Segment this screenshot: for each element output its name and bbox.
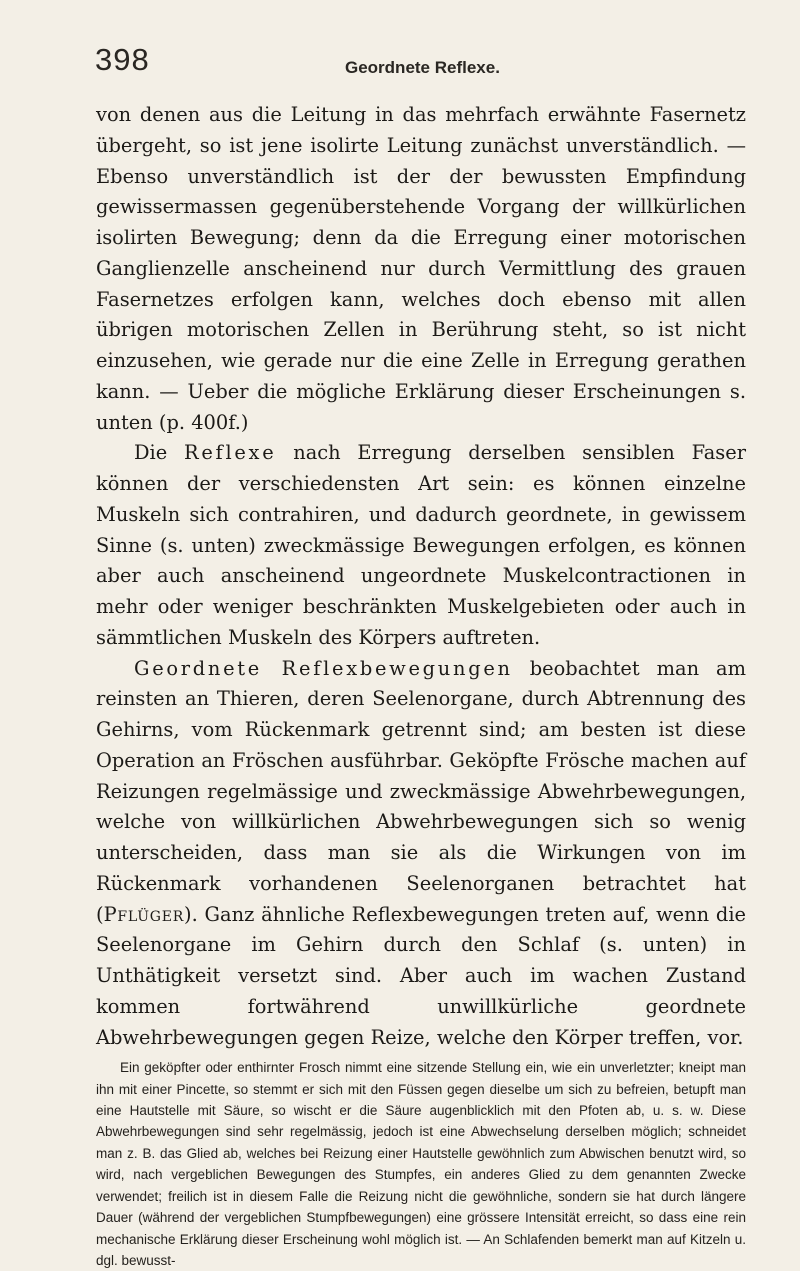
- paragraph-3-text-a: beobachtet man am reinsten an Thieren, deren Seelenorgane, durch Abtrennung des Gehirns, vom Rückenmark getrennt sind; am besten ist diese Operation an Fröschen ausführbar. Geköpfte Frösche machen auf Reizungen regelmässige und zweckmässige Abwehrbewegungen, welche von willkürlichen Abwehrbewegungen sich so wenig unterscheiden, dass man sie als die Wirkungen von im Rückenmark vorhandenen Seelenorganen betrachtet hat (: [96, 656, 746, 926]
- page-number: 398: [95, 42, 150, 77]
- paragraph-2-lead: Die: [134, 441, 168, 465]
- paragraph-1: von denen aus die Leitung in das mehrfach erwähnte Fasernetz übergeht, so ist jene isolirte Leitung zunächst unverständlich. — Ebenso unverständlich ist der der bewussten Empfindung gewissermassen gegenüberstehende Vorgang der willkürlichen isolirten Bewegung; denn da die Erregung einer motorischen Ganglienzelle anscheinend nur durch Vermittlung des grauen Fasernetzes erfolgen kann, welches doch ebenso mit allen übrigen motorischen Zellen in Berührung steht, so ist nicht einzusehen, wie gerade nur die eine Zelle in Erregung gerathen kann. — Ueber die mögliche Erklärung dieser Erscheinungen s. unten (p. 400f.): [96, 103, 746, 434]
- paragraph-2-text: nach Erregung derselben sensiblen Faser können der verschiedensten Art sein: es können einzelne Muskeln sich contrahiren, und dadurch geordnete, in gewissem Sinne (s. unten) zweckmässige Bewegungen erfolgen, es können aber auch anscheinend ungeordnete Muskelcontractionen in mehr oder weniger beschränkten Muskelgebieten oder auch in sämmtlichen Muskeln des Körpers auftreten.: [96, 441, 746, 649]
- text-body: [96, 100, 746, 1271]
- term-reflexe: Reflexe: [184, 441, 277, 465]
- author-pflueger: Pflüger: [103, 902, 185, 926]
- paragraph-3-text-b: ). Ganz ähnliche Reflexbewegungen treten auf, wenn die Seelenorgane im Gehirn durch den Schlaf (s. unten) in Unthätigkeit versetzt sind. Aber auch im wachen Zustand kommen fortwährend unwillkürliche geordnete Abwehrbewegungen gegen Reize, welche den Körper treffen, vor.: [96, 902, 746, 1049]
- paragraph-2: [96, 438, 746, 653]
- term-geordnete-reflexbewegungen: Geordnete Reflexbewegungen: [134, 656, 513, 680]
- footnote: Ein geköpfter oder enthirnter Frosch nimmt eine sitzende Stellung ein, wie ein unverletzter; kneipt man ihn mit einer Pincette, so stemmt er sich mit den Füssen gegen dieselbe um sich zu befreien, betupft man eine Hautstelle mit Säure, so wischt er die Säure augenblicklich mit den Pfoten ab, u. s. w. Diese Abwehrbewegungen sind sehr regelmässig, jedoch ist eine Abwechselung derselben möglich; schneidet man z. B. das Glied ab, welches bei Reizung einer Hautstelle gewöhnlich zum Abwischen benutzt wird, so wird, nach vergeblichen Bewegungen des Stumpfes, ein anderes Glied zu dem genannten Zwecke verwendet; freilich ist in diesem Falle die Reizung nicht die gewöhnliche, sondern sie hat durch längere Dauer (während der vergeblichen Stumpfbewegungen) eine grössere Intensität erreicht, so dass eine rein mechanische Erklärung dieser Erscheinung wohl möglich ist. — An Schlafenden bemerkt man auf Kitzeln u. dgl. bewusst-: [96, 1060, 746, 1268]
- paragraph-3: [96, 654, 746, 1054]
- page-header: [95, 42, 740, 82]
- running-title: Geordnete Reflexe.: [345, 58, 500, 77]
